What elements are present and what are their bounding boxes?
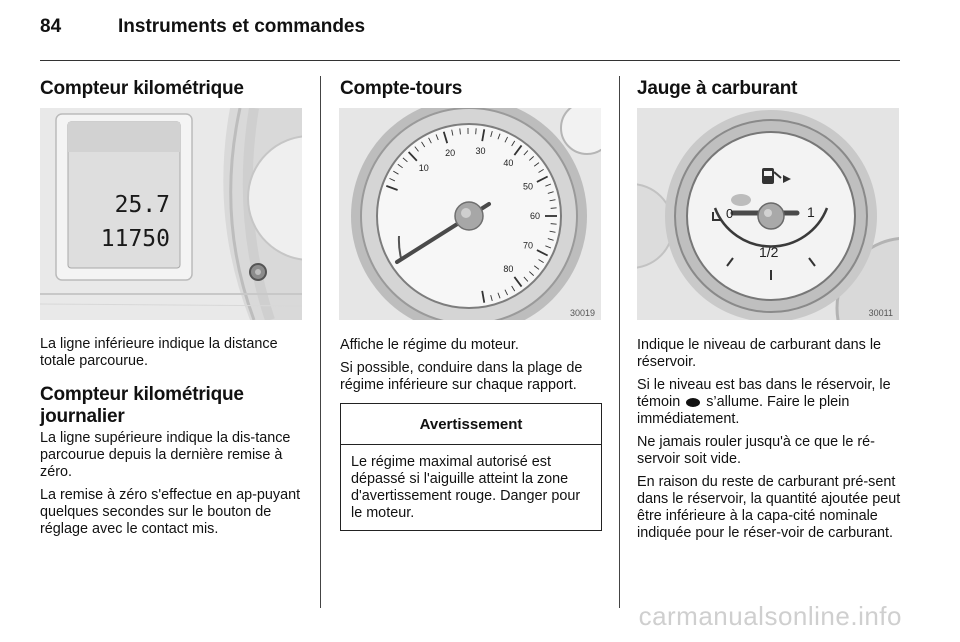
paragraph: La ligne supérieure indique la dis-tance parcourue depuis la dernière remise à zéro.	[40, 430, 291, 480]
paragraph: Affiche le régime du moteur.	[340, 337, 519, 353]
tachometer-scale-label: 50	[522, 181, 533, 192]
column-divider	[619, 76, 620, 608]
paragraph: En raison du reste de carburant pré-sent dans le réservoir, la quantité ajoutée peut être inférieure à la capa-cité nominale indiquée pour le réser-voir de carburant.	[637, 474, 901, 541]
column-fuel-gauge-text	[637, 337, 903, 548]
figure-code: 30019	[569, 308, 595, 318]
fuel-gauge-illustration	[637, 108, 899, 320]
tachometer-minor-tick	[551, 224, 557, 225]
trip-odometer-value: 25.7	[114, 192, 170, 218]
tachometer-scale-label: 70	[522, 240, 533, 251]
odometer-illustration	[40, 108, 302, 320]
column-tachometer	[340, 78, 602, 100]
column-odometer-text	[40, 336, 306, 544]
paragraph: Indique le niveau de carburant dans le réservoir.	[637, 337, 882, 370]
column-fuel-gauge	[637, 78, 899, 100]
fuel-gauge-empty-label: 0	[726, 206, 734, 221]
fuel-gauge-half-label: 1/2	[759, 244, 779, 260]
tachometer-scale-label: 40	[503, 158, 514, 169]
fuel-warning-light-icon	[686, 398, 700, 407]
tachometer-illustration	[339, 108, 601, 320]
header-divider	[40, 60, 900, 61]
paragraph	[637, 377, 903, 428]
paragraph: Si possible, conduire dans la plage de régime inférieure sur chaque rapport.	[340, 360, 583, 393]
section-title-fuel-gauge: Jauge à carburant	[637, 78, 798, 99]
section-title-trip-odometer: Compteur kilométrique journalier	[40, 384, 244, 427]
page-number: 84	[40, 16, 62, 37]
paragraph: Ne jamais rouler jusqu'à ce que le ré-servoir soit vide.	[637, 434, 875, 467]
column-odometer	[40, 78, 302, 100]
odometer-figure	[40, 108, 302, 320]
warning-box	[340, 403, 602, 531]
paragraph: La ligne inférieure indique la distance totale parcourue.	[40, 336, 278, 369]
watermark: carmanualsonline.info	[638, 601, 902, 631]
figure-code: 30011	[868, 308, 893, 318]
section-title-tachometer: Compte-tours	[340, 78, 463, 99]
fuel-gauge-full-label: 1	[807, 204, 815, 220]
paragraph-part: s’allume. Faire le plein immédiatement.	[637, 394, 850, 427]
tachometer-scale-label: 30	[475, 146, 486, 157]
column-divider	[320, 76, 321, 608]
column-tachometer-text	[340, 337, 602, 400]
page-header-title: Instruments et commandes	[118, 16, 366, 37]
warning-title: Avertissement	[341, 404, 601, 445]
total-odometer-value: 11750	[100, 226, 170, 252]
section-title-odometer: Compteur kilométrique	[40, 78, 244, 99]
tachometer-figure	[339, 108, 601, 320]
tachometer-scale-label: 20	[445, 147, 456, 158]
tachometer-minor-tick	[460, 128, 461, 134]
paragraph: La remise à zéro s'effectue en ap-puyant quelques secondes sur le bouton de réglage avec le contact mis.	[40, 487, 301, 537]
tachometer-scale-label: 60	[529, 211, 541, 221]
tachometer-minor-tick	[551, 208, 557, 209]
tachometer-scale-label: 80	[503, 263, 514, 274]
paragraph-part: Si le niveau est bas dans le réservoir, le témoin	[637, 377, 891, 410]
warning-text: Le régime maximal autorisé est dépassé si l'aiguille atteint la zone d'avertissement rouge. Danger pour le moteur.	[351, 454, 581, 521]
fuel-gauge-figure	[637, 108, 899, 320]
tachometer-scale-label: 10	[418, 162, 429, 173]
